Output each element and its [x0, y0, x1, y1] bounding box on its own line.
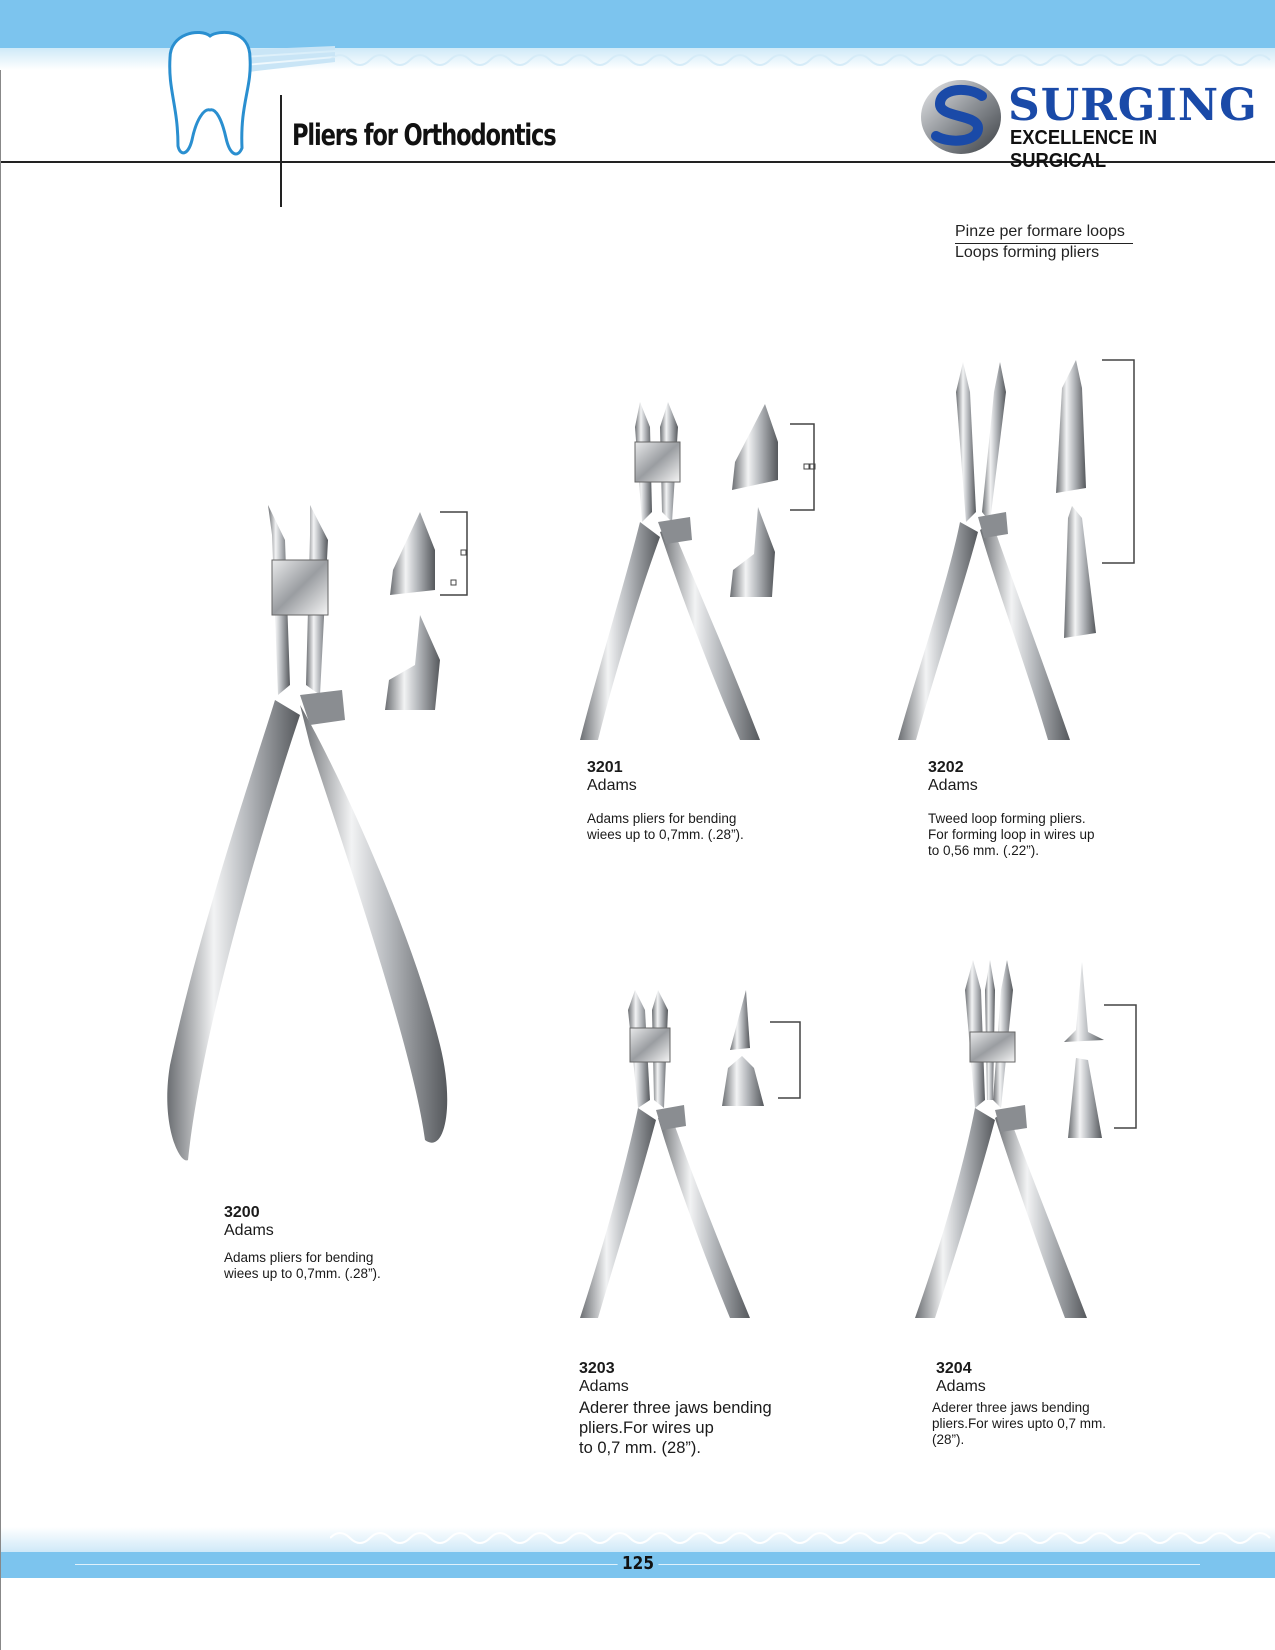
- product-code: 3202: [928, 759, 964, 776]
- product-name: Adams: [579, 1378, 629, 1395]
- page-border: [0, 70, 1, 1650]
- product-3202-jaw-detail: [1052, 358, 1137, 640]
- product-code: 3201: [587, 759, 623, 776]
- product-description: Tweed loop forming pliers. For forming loop in wires up to 0,56 mm. (.22”).: [928, 811, 1095, 858]
- category-english: Loops forming pliers: [955, 244, 1100, 261]
- surging-logo-icon: [920, 78, 1002, 156]
- product-3203-jaw-detail: [718, 988, 808, 1108]
- product-code: 3203: [579, 1360, 615, 1377]
- product-name: Adams: [224, 1222, 274, 1239]
- product-3200-jaw-detail: [385, 510, 475, 715]
- product-3203: [579, 1360, 839, 1458]
- category-italian: Pinze per formare loops: [955, 223, 1125, 240]
- brand-name: SURGING: [1008, 80, 1258, 131]
- product-description: Adams pliers for bending wiees up to 0,7mm. (.28”).: [224, 1250, 381, 1281]
- product-code: 3204: [936, 1360, 972, 1377]
- product-3204: [932, 1360, 1192, 1448]
- product-3201-jaw-detail: [730, 402, 820, 602]
- product-3200: [224, 1204, 484, 1282]
- product-3202: [928, 759, 1188, 859]
- footer-wave-pattern: [330, 1528, 1275, 1548]
- product-3204-jaw-detail: [1062, 960, 1142, 1140]
- page-title: Pliers for Orthodontics: [292, 118, 556, 152]
- page-number: 125: [618, 1553, 659, 1577]
- header-wave-pattern: [330, 50, 1275, 70]
- product-description: Aderer three jaws bending pliers.For wires up to 0,7 mm. (28”).: [579, 1399, 772, 1457]
- brand-tagline: EXCELLENCE IN SURGICAL: [1010, 127, 1158, 172]
- product-description: Adams pliers for bending wiees up to 0,7mm. (.28”).: [587, 811, 744, 842]
- product-description: Aderer three jaws bending pliers.For wires upto 0,7 mm. (28”).: [932, 1400, 1107, 1447]
- product-name: Adams: [936, 1378, 986, 1395]
- title-vertical-rule: [280, 95, 282, 207]
- product-name: Adams: [928, 777, 978, 794]
- product-3201: [587, 759, 847, 843]
- product-code: 3200: [224, 1204, 260, 1221]
- product-name: Adams: [587, 777, 637, 794]
